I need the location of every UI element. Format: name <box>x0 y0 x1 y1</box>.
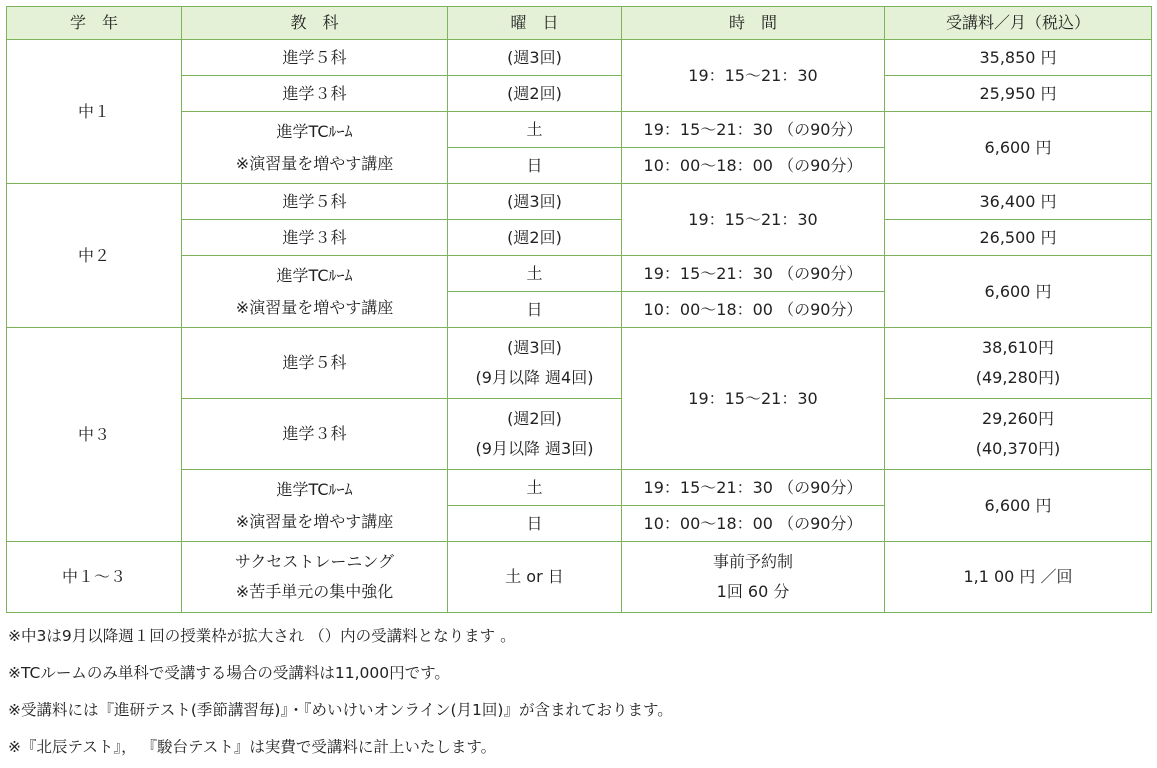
fee-line: 38,610円 <box>982 338 1054 357</box>
day-cell: (週2回) <box>448 76 622 112</box>
day-cell: (週3回) <box>448 40 622 76</box>
header-subject: 教 科 <box>182 7 448 40</box>
time-cell <box>622 542 885 613</box>
subject-line: 進学TCﾙｰﾑ <box>276 265 353 285</box>
note-line: ※TCルームのみ単科で受講する場合の受講料は11,000円です。 <box>8 664 450 682</box>
subject-cell: 進学３科 <box>182 399 448 470</box>
subject-line: サクセストレーニング <box>234 552 395 571</box>
subject-cell <box>182 256 448 328</box>
time-cell: 19：15～21：30 （の90分） <box>622 112 885 148</box>
time-cell: 19：15～21：30 <box>622 184 885 256</box>
day-line: (週2回) <box>507 409 562 428</box>
header-fee: 受講料／月（税込） <box>885 7 1152 40</box>
subject-cell: 進学５科 <box>182 328 448 399</box>
day-cell: (週2回) <box>448 220 622 256</box>
header-grade: 学 年 <box>7 7 182 40</box>
notes <box>8 620 673 768</box>
note-line: ※『北辰テスト』， 『駿台テスト』は実費で受講料に計上いたします。 <box>8 738 497 756</box>
fee-cell <box>885 328 1152 399</box>
note-line: ※中3は9月以降週１回の授業枠が拡大され （）内の受講料となります 。 <box>8 627 516 645</box>
day-cell: 土 <box>448 470 622 506</box>
fee-cell: 1,1 00 円 ／回 <box>885 542 1152 613</box>
day-cell <box>448 399 622 470</box>
grade-cell: 中３ <box>7 328 182 542</box>
time-cell: 10：00～18：00 （の90分） <box>622 292 885 328</box>
subject-cell <box>182 112 448 184</box>
table-row <box>7 40 1152 76</box>
day-line: (9月以降 週4回) <box>475 368 594 387</box>
fee-cell: 25,950 円 <box>885 76 1152 112</box>
table-row <box>7 184 1152 220</box>
subject-cell <box>182 470 448 542</box>
time-line: 1回 60 分 <box>716 582 790 601</box>
subject-note: ※演習量を増やす講座 <box>235 297 394 317</box>
day-cell: 日 <box>448 292 622 328</box>
day-line: (週3回) <box>507 338 562 357</box>
day-cell: 土 <box>448 256 622 292</box>
fee-line: (40,370円) <box>975 439 1061 458</box>
table-row <box>7 328 1152 399</box>
day-cell: 日 <box>448 148 622 184</box>
time-cell: 19：15～21：30 （の90分） <box>622 256 885 292</box>
note-line: ※受講料には『進研テスト(季節講習毎)』・『めいけいオンライン(月1回)』が含まれております。 <box>8 701 673 719</box>
day-cell: 土 <box>448 112 622 148</box>
day-cell <box>448 328 622 399</box>
fee-cell: 6,600 円 <box>885 256 1152 328</box>
fee-cell <box>885 399 1152 470</box>
subject-cell: 進学５科 <box>182 40 448 76</box>
subject-cell: 進学５科 <box>182 184 448 220</box>
subject-note: ※苦手単元の集中強化 <box>235 582 394 601</box>
day-cell: 日 <box>448 506 622 542</box>
tuition-table <box>6 6 1152 613</box>
grade-cell: 中２ <box>7 184 182 328</box>
fee-line: 29,260円 <box>982 409 1054 428</box>
day-line: (9月以降 週3回) <box>475 439 594 458</box>
subject-line: 進学TCﾙｰﾑ <box>276 121 353 141</box>
day-cell: (週3回) <box>448 184 622 220</box>
header-day: 曜 日 <box>448 7 622 40</box>
time-cell: 10：00～18：00 （の90分） <box>622 506 885 542</box>
subject-line: 進学TCﾙｰﾑ <box>276 479 353 499</box>
time-cell: 19：15～21：30 <box>622 328 885 470</box>
grade-cell: 中１～３ <box>7 542 182 613</box>
fee-line: (49,280円) <box>975 368 1061 387</box>
time-cell: 10：00～18：00 （の90分） <box>622 148 885 184</box>
time-cell: 19：15～21：30 <box>622 40 885 112</box>
day-cell: 土 or 日 <box>448 542 622 613</box>
header-time: 時 間 <box>622 7 885 40</box>
subject-note: ※演習量を増やす講座 <box>235 511 394 531</box>
table-header-row <box>7 7 1152 40</box>
subject-cell: 進学３科 <box>182 76 448 112</box>
fee-cell: 6,600 円 <box>885 112 1152 184</box>
subject-cell: 進学３科 <box>182 220 448 256</box>
table-row <box>7 542 1152 613</box>
subject-cell <box>182 542 448 613</box>
fee-cell: 36,400 円 <box>885 184 1152 220</box>
fee-cell: 35,850 円 <box>885 40 1152 76</box>
subject-note: ※演習量を増やす講座 <box>235 153 394 173</box>
fee-cell: 26,500 円 <box>885 220 1152 256</box>
grade-cell: 中１ <box>7 40 182 184</box>
time-cell: 19：15～21：30 （の90分） <box>622 470 885 506</box>
time-line: 事前予約制 <box>712 552 793 571</box>
fee-cell: 6,600 円 <box>885 470 1152 542</box>
